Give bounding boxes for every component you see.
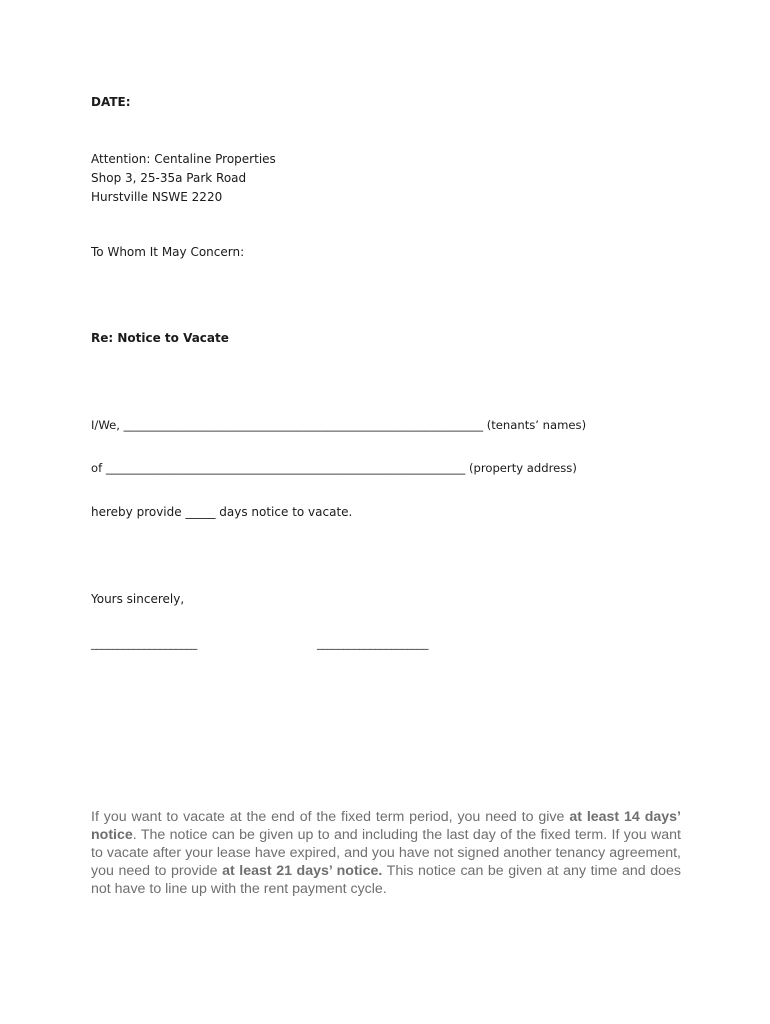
- attention-line: Attention: Centaline Properties: [91, 152, 276, 166]
- subject-line: Re: Notice to Vacate: [91, 331, 229, 345]
- signature-line-2: _____________________: [317, 637, 429, 650]
- address-line-1: Shop 3, 25-35a Park Road: [91, 171, 247, 185]
- date-label: DATE:: [91, 95, 131, 109]
- notice-period-info: [91, 808, 681, 898]
- property-address-line: of ______________________________________________________________ (property address): [91, 461, 577, 475]
- notice-days-line: hereby provide _____ days notice to vacate.: [91, 505, 353, 519]
- note-bold-14-days: at least 14 days’ notice: [91, 809, 681, 843]
- closing: Yours sincerely,: [91, 592, 185, 606]
- tenants-names-line: I/We, ______________________________________________________________ (tenants’ names): [91, 418, 587, 432]
- signature-line-1: ____________________: [91, 637, 198, 650]
- note-text-2: . The notice can be given up to and including the last day of the fixed term. If you want to vacate after your lease have expired, and you have not signed another tenancy agreement, you need to provide: [91, 827, 681, 879]
- salutation: To Whom It May Concern:: [91, 245, 245, 259]
- note-bold-21-days: at least 21 days’ notice.: [222, 863, 383, 879]
- recipient-address: [91, 150, 276, 207]
- note-text-3: This notice can be given at any time and does not have to line up with the rent payment cycle.: [91, 863, 681, 897]
- address-line-2: Hurstville NSWE 2220: [91, 190, 223, 204]
- note-text-1: If you want to vacate at the end of the fixed term period, you need to give: [91, 809, 570, 825]
